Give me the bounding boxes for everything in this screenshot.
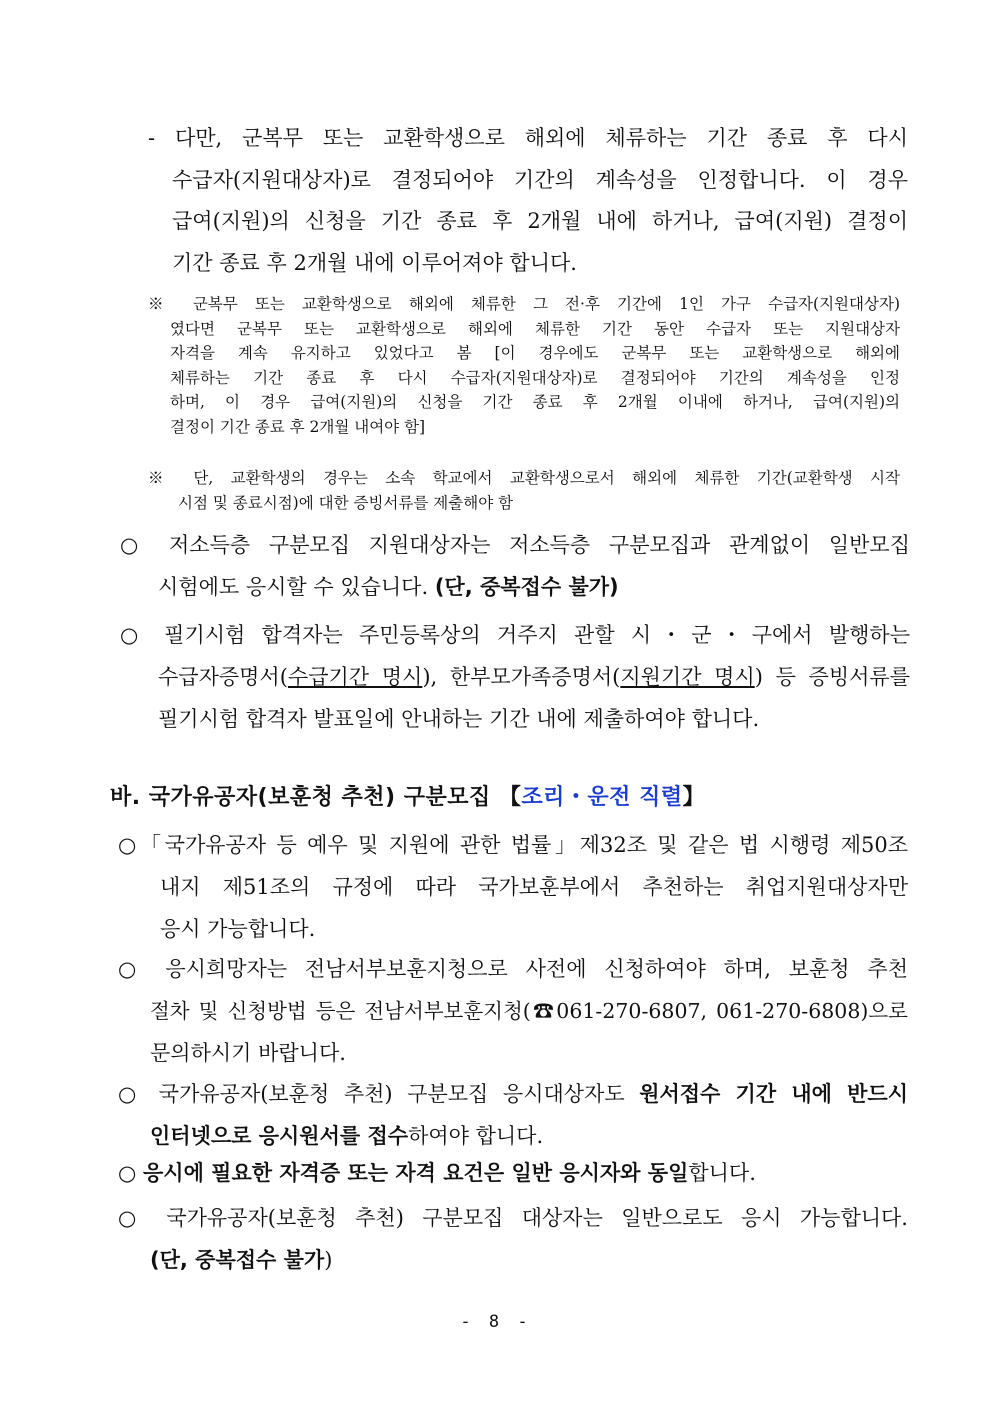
bold-notice: (단, 중복접수 불가) [434, 575, 619, 599]
text-line: 였다면 군복무 또는 교환학생으로 해외에 체류한 기간 동안 수급자 또는 지원대상자 [170, 319, 900, 338]
text-line [120, 566, 910, 608]
bracket: 】 [682, 785, 706, 810]
bullet-item [120, 614, 910, 740]
text-line: 기간 종료 후 2개월 내에 이루어져야 합니다. [172, 250, 577, 275]
note-paragraph [148, 466, 900, 515]
text-line: ○「국가유공자 등 예우 및 지원에 관한 법률」제32조 및 같은 법 시행령 제50조 [118, 833, 908, 857]
bullet-marker: ○ [118, 1161, 143, 1185]
job-category-tag: 조리・운전 직렬 [521, 785, 683, 810]
text-line: 결정이 기간 종료 후 2개월 내여야 함] [170, 417, 426, 436]
text-line: 체류하는 기간 종료 후 다시 수급자(지원대상자)로 결정되어야 기간의 계속성을 인정 [170, 368, 900, 387]
text-line: 내지 제51조의 규정에 따라 국가보훈부에서 추천하는 취업지원대상자만 [160, 875, 908, 899]
bullet-item [118, 948, 908, 1074]
text-span: 시험에도 응시할 수 있습니다. [158, 575, 435, 599]
page-number: - 8 - [460, 1312, 532, 1332]
bold-text: 원서접수 기간 내에 반드시 [639, 1082, 908, 1106]
text-line: 절차 및 신청방법 등은 전남서부보훈지청(☎061-270-6807, 061-270-6808)으로 [150, 999, 908, 1023]
text-line: ※ 군복무 또는 교환학생으로 해외에 체류한 그 전·후 기간에 1인 가구 수급자(지원대상자) [148, 295, 900, 313]
text-span: ) 등 증빙서류를 [754, 665, 910, 689]
section-heading [110, 780, 705, 811]
text-line: 하며, 이 경우 급여(지원)의 신청을 기간 종료 후 2개월 이내에 하거나, 급여(지원)의 [170, 393, 900, 411]
bold-text: 인터넷으로 응시원서를 접수 [150, 1124, 409, 1148]
bracket: 【 [498, 785, 522, 810]
underlined-text: 지원기간 명시 [620, 665, 755, 689]
text-span: 합니다. [688, 1161, 756, 1185]
text-line: - 다만, 군복무 또는 교환학생으로 해외에 체류하는 기간 종료 후 다시 [148, 126, 908, 150]
heading-text: 바. 국가유공자(보훈청 추천) 구분모집 [110, 785, 499, 810]
bullet-item [118, 1152, 908, 1194]
bullet-item [118, 1073, 908, 1157]
text-line [118, 1152, 908, 1194]
underlined-text: 수급기간 명시 [287, 665, 423, 689]
text-line: ※ 단, 교환학생의 경우는 소속 학교에서 교환학생으로서 해외에 체류한 기간(교환학생 시작 [148, 469, 900, 487]
bullet-item [118, 824, 908, 950]
text-span: ) [324, 1248, 333, 1272]
text-span: ○ 국가유공자(보훈청 추천) 구분모집 응시대상자도 [118, 1082, 640, 1106]
text-line [118, 1073, 908, 1115]
bullet-item [120, 524, 910, 608]
text-line: 자격을 계속 유지하고 있었다고 봄 [이 경우에도 군복무 또는 교환학생으로 해외에 [170, 344, 900, 362]
text-line: ○ 국가유공자(보훈청 추천) 구분모집 대상자는 일반으로도 응시 가능합니다. [118, 1206, 908, 1230]
text-line: ○ 필기시험 합격자는 주민등록상의 거주지 관할 시・군・구에서 발행하는 [120, 623, 910, 647]
dash-paragraph [148, 118, 908, 284]
text-span: 수급자증명서( [158, 665, 288, 689]
text-line: ○ 저소득층 구분모집 지원대상자는 저소득층 구분모집과 관계없이 일반모집 [120, 533, 910, 557]
bold-notice: (단, 중복접수 불가 [150, 1248, 325, 1272]
text-line: 급여(지원)의 신청을 기간 종료 후 2개월 내에 하거나, 급여(지원) 결정이 [172, 209, 908, 233]
note-paragraph [148, 292, 900, 439]
text-line: 응시 가능합니다. [160, 917, 316, 941]
text-line: 수급자(지원대상자)로 결정되어야 기간의 계속성을 인정합니다. 이 경우 [172, 167, 908, 192]
text-span: ), 한부모가족증명서( [422, 665, 621, 689]
text-line [120, 656, 910, 698]
bullet-item [118, 1197, 908, 1281]
text-line [118, 1115, 908, 1157]
text-line: 필기시험 합격자 발표일에 안내하는 기간 내에 제출하여야 합니다. [158, 707, 760, 731]
text-line: ○ 응시희망자는 전남서부보훈지청으로 사전에 신청하여야 하며, 보훈청 추천 [118, 957, 908, 981]
text-line: 문의하시기 바랍니다. [150, 1041, 346, 1065]
text-span: 하여야 합니다. [408, 1124, 544, 1148]
bold-text: 응시에 필요한 자격증 또는 자격 요건은 일반 응시자와 동일 [143, 1161, 689, 1185]
text-line: 시점 및 종료시점)에 대한 증빙서류를 제출해야 함 [178, 493, 514, 512]
text-line [118, 1239, 908, 1281]
